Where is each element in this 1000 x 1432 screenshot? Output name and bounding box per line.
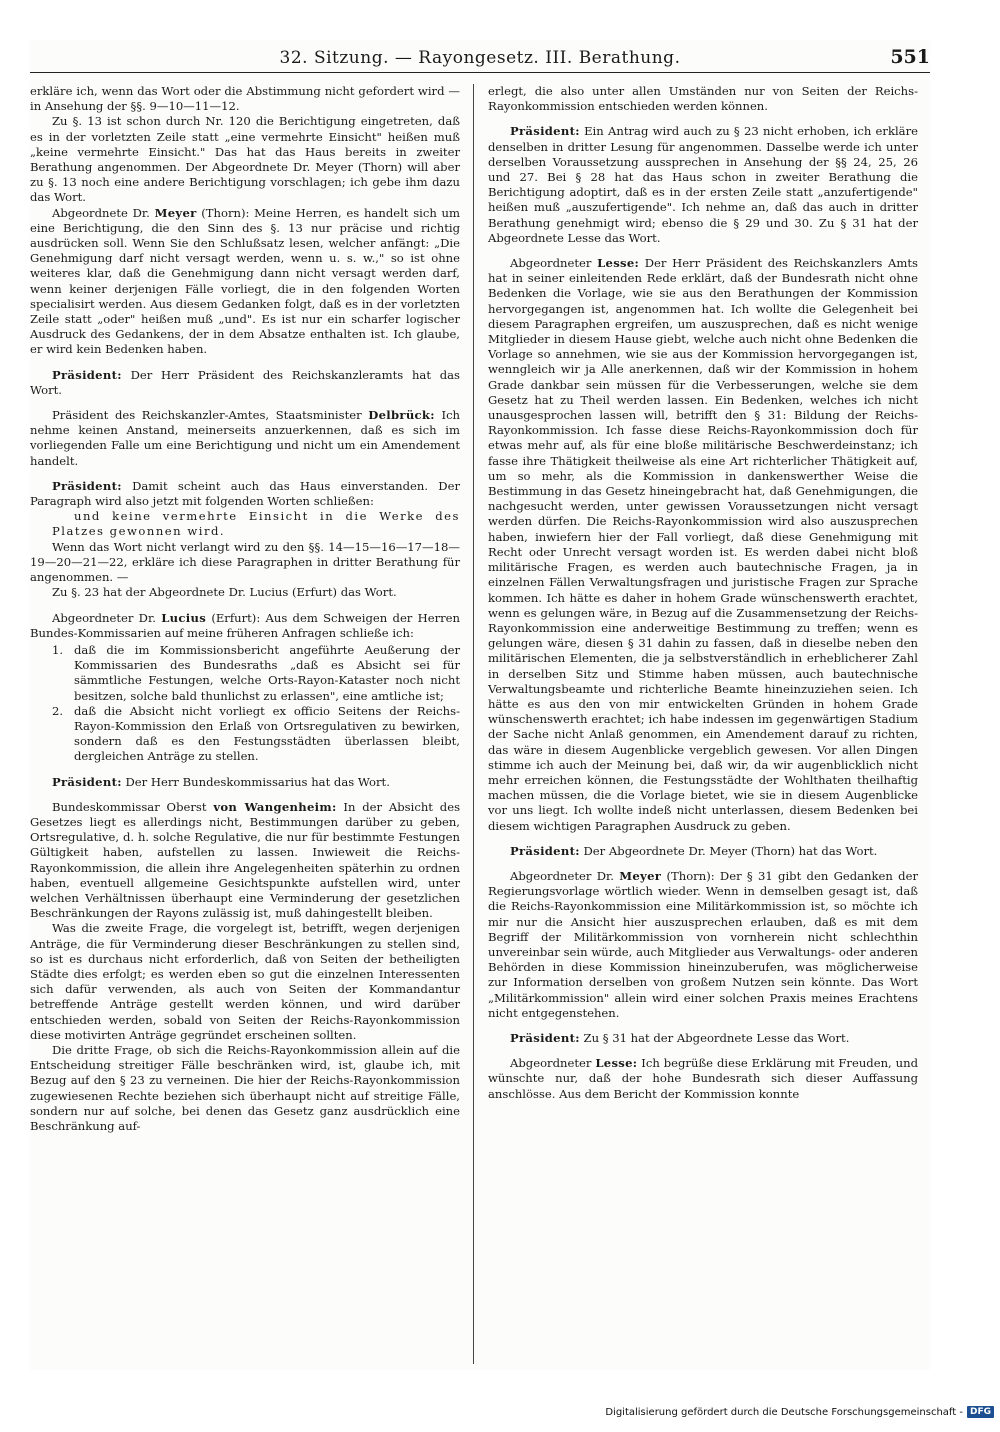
paragraph (488, 256, 918, 834)
speaker-name: Präsident: (510, 843, 580, 858)
paragraph (30, 368, 460, 398)
paragraph (30, 408, 460, 469)
speaker-name: Präsident: (510, 124, 580, 139)
speaker-name: Lesse: (595, 1056, 638, 1071)
paragraph: Die dritte Frage, ob sich die Reichs-Rayonkommission allein auf die Entscheidung streitiger Fälle beschränken wird, ist, glaube ich, mit Bezug auf den § 23 zu verneinen. Die hier der Reichs-Rayonkommission zugewiesenen Rechte beziehen sich überhaupt nicht auf streitige Fälle, sondern nur auf solche, bei denen das Gesetz ganz ausdrücklich eine Beschränkung auf- (30, 1042, 460, 1133)
paragraph: erkläre ich, wenn das Wort oder die Abstimmung nicht gefordert wird — in Ansehung der §§. 9—10—11—12. (30, 84, 460, 114)
speech-text: (Thorn): Meine Herren, es handelt sich um eine Berichtigung, die den Sinn des §. 13 nur präcise und richtig ausdrücken soll. Wenn Sie den Schlußsatz lesen, welcher anfängt: „Die Genehmigung darf nicht versagt werden, wenn u. s. w.," so ist ohne weiteres klar, daß die Genehmigung dann nicht versagt werden darf, wenn keiner derjenigen Fälle vorliegt, die in den folgenden Worten specialisirt werden. Aus diesem Gedanken folgt, daß es in der vorletzten Zeile statt „oder" heißen muß „und". Es ist nur ein scharfer logischer Ausdruck des Gedankens, der in dem Absatze enthalten ist. Ich glaube, er wird kein Bedenken haben. (30, 205, 461, 357)
speaker-prefix: Abgeordnete Dr. (52, 205, 150, 220)
right-column (488, 84, 918, 1102)
paragraph (488, 1031, 918, 1046)
paragraph (30, 611, 460, 641)
speech-text: Ich nehme keinen Anstand, meinerseits anzuerkennen, daß es sich im vorliegenden Falle um eine Berichtigung und nicht um ein Amendement handelt. (30, 408, 461, 468)
paragraph: Was die zweite Frage, die vorgelegt ist, betrifft, wegen derjenigen Anträge, die für Verminderung dieser Beschränkungen zu stellen sind, so ist es durchaus nicht erforderlich, daß von Seiten der betheiligten Städte dies erfolgt; es werden eben so gut die einzelnen Interessenten sich dafür verwenden, als auch von Seiten der Kommandantur betreffende Anträge gestellt werden können, und wird darüber entschieden werden, sobald von Seiten der Reichs-Rayonkommission diese motivirten Anträge gegründet erscheinen sollten. (30, 921, 460, 1042)
digitization-credit (605, 1406, 994, 1418)
paragraph: Zu §. 13 ist schon durch Nr. 120 die Berichtigung eingetreten, daß es in der vorletzten Zeile statt „eine vermehrte Einsicht" heißen muß „keine vermehrte Einsicht." Das hat das Haus bereits in zweiter Berathung angenommen. Der Abgeordnete Dr. Meyer (Thorn) will aber zu §. 13 noch eine andere Berichtigung vorschlagen; ich gebe ihm dazu das Wort. (30, 114, 460, 205)
speaker-name: Präsident: (510, 1030, 580, 1045)
speech-text: In der Absicht des Gesetzes liegt es allerdings nicht, Bestimmungen darüber zu geben, Ortsregulative, d. h. solche Regulative, die nur für bestimmte Festungen Gültigkeit haben, aufstellen zu lassen. Inwieweit die Reichs-Rayonkommission, die allein ihre Angelegenheiten späterhin zu ordnen haben, eventuell allgemeine Gesichtspunkte aufstellen wird, unter welchen Verhältnissen überhaupt eine Verminderung der gesetzlichen Beschränkungen der Rayons zulässig ist, muß dahingestellt bleiben. (30, 799, 461, 921)
speaker-prefix: Abgeordneter Dr. (52, 610, 156, 625)
speaker-prefix: Abgeordneter (510, 1056, 592, 1071)
speaker-name: Lesse: (597, 256, 640, 271)
list-number: 2. (52, 703, 64, 718)
paragraph (30, 775, 460, 790)
list-text: daß die im Kommissionsbericht angeführte Aeußerung der Kommissarien des Bundesraths „daß es Absicht sei für sämmtliche Festungen, welche Orts-Rayon-Kataster noch nicht besitzen, solche bald thunlichst zu erlassen", eine amtliche ist; (74, 642, 460, 703)
list-item (30, 704, 460, 765)
paragraph: erlegt, die also unter allen Umständen nur von Seiten der Reichs-Rayonkommission entschieden werden können. (488, 84, 918, 114)
paragraph (30, 479, 460, 509)
paragraph (488, 124, 918, 246)
speech-text: Der Herr Bundeskommissarius hat das Wort. (125, 774, 390, 789)
speaker-name: Lucius (161, 610, 207, 625)
speech-text: Der Herr Präsident des Reichskanzlers Amts hat in seiner einleitenden Rede erklärt, daß der Bundesrath nicht ohne Bedenken die Vorlage, wie sie aus den Berathungen der Kommission hervorgegangen ist, angenommen hat. Ich wollte die Gelegenheit bei diesem Paragraphen ergreifen, um auszusprechen, daß es nicht wenige Mitglieder in diesem Hause giebt, welche auch nicht ohne Bedenken die Vorlage so annehmen, wie sie aus der Kommission hervorgegangen ist, wenngleich wir ja Alle anerkennen, daß wir der Kommission in hohem Grade dankbar sein müssen für die Verbesserungen, welche sie dem Gesetz hat zu Theil werden lassen. Ein Bedenken, welches ich nicht unausgesprochen lassen will, betrifft den § 31: Bildung der Reichs-Rayonkommission. Ich fasse diese Reichs-Rayonkommission doch für etwas mehr auf, als für eine bloße militärische Beschwerdeinstanz; ich fasse ihre Thätigkeit theilweise als eine Art richterlicher Thätigkeit auf, um so mehr, als die Kommission in dankenswerther Weise die Bestimmung in das Gesetz hineingebracht hat, daß Genehmigungen, die nachgesucht werden, unter gewissen Voraussetzungen nicht versagt werden dürfen. Die Reichs-Rayonkommission wird also auszusprechen haben, inwiefern hier der Fall vorliegt, daß diese Genehmigung mit Recht oder Unrecht versagt worden ist. Es werden dabei nicht bloß militärische Fragen, es werden auch bautechnische Fragen, ja in einzelnen Fällen Verwaltungsfragen und juristische Fragen zur Sprache kommen. Ich hätte es daher in hohem Grade wünschenswerth erachtet, wenn es gelungen wäre, in Bezug auf die Zusammensetzung der Reichs-Rayonkommission eine anderweitige Bestimmung zu treffen; wenn es gelungen wäre, diesen § 31 dahin zu fassen, daß in dieselbe neben den militärischen Elementen, die ja selbstverständlich in erheblicherer Zahl in derselben Sitz und Stimme haben müssen, auch bautechnische Verwaltungsbeamte und richterliche Beamte hineinzuziehen seien. Ich hätte es aus den von mir entwickelten Gründen in hohem Grade wünschenswerth erachtet; ich habe indessen im gegenwärtigen Stadium der Sache nicht Anlaß genommen, ein Amendement darauf zu richten, das wäre in diesem Augenblicke vergeblich gewesen. Vor allen Dingen stimme ich auch der Meinung bei, daß wir, da wir augenblicklich nicht mehr erreichen können, die Festungsstädte der Wohlthaten theilhaftig machen müssen, die die Vorlage bietet, wie sie in diesem Augenblicke vor uns liegt. Ich wollte indeß nicht unterlassen, diesem Bedenken bei diesem wichtigen Paragraphen Ausdruck zu geben. (488, 256, 918, 833)
numbered-list (30, 643, 460, 765)
paragraph: Wenn das Wort nicht verlangt wird zu den §§. 14—15—16—17—18—19—20—21—22, erkläre ich diese Paragraphen in dritter Berathung für angenommen. — (30, 539, 460, 585)
speech-text: Ich begrüße diese Erklärung mit Freuden, und wünschte nur, daß der hohe Bundesrath sich dieser Auffassung anschlösse. Aus dem Bericht der Kommission konnte (488, 1056, 918, 1101)
speaker-name: Meyer (619, 868, 662, 883)
speech-text: Der Herr Präsident des Reichskanzleramts hat das Wort. (30, 367, 461, 397)
speech-text: Der Abgeordnete Dr. Meyer (Thorn) hat das Wort. (583, 843, 878, 858)
paragraph (30, 206, 460, 358)
dfg-logo-icon: DFG (967, 1406, 994, 1418)
list-number: 1. (52, 642, 64, 657)
left-column (30, 84, 460, 1134)
speech-text: (Erfurt): Aus dem Schweigen der Herren Bundes-Kommissarien auf meine früheren Anfragen schließe ich: (30, 610, 461, 640)
document-page (30, 40, 930, 1370)
speaker-name: Präsident: (52, 774, 122, 789)
paragraph: Zu §. 23 hat der Abgeordnete Dr. Lucius (Erfurt) das Wort. (52, 585, 397, 600)
speaker-prefix: Bundeskommissar Oberst (52, 799, 207, 814)
page-number: 551 (890, 46, 930, 68)
paragraph (30, 800, 460, 922)
speech-text: (Thorn): Der § 31 gibt den Gedanken der Regierungsvorlage wörtlich wieder. Wenn in demselben gesagt ist, daß die Reichs-Rayonkommission eine Militärkommission ist, so möchte ich mir nur die Ansicht hier auszusprechen erlauben, daß es mit dem Begriff der Militärkommission von vornherein nicht schlechthin unvereinbar sein würde, auch Mitglieder aus Verwaltungs- oder anderen Behörden in diese Kommission hineinzuberufen, was möglicherweise zur Information derselben von großem Nutzen sein könnte. Das Wort „Militärkommission" allein wird einer solchen Praxis meines Erachtens nicht entgegenstehen. (488, 868, 918, 1020)
running-title: 32. Sitzung. — Rayongesetz. III. Berathung. (279, 48, 681, 68)
speech-text: Damit scheint auch das Haus einverstanden. Der Paragraph wird also jetzt mit folgenden Worten schließen: (30, 478, 460, 509)
quoted-text: und keine vermehrte Einsicht in die Werke des Platzes gewonnen wird. (52, 509, 460, 539)
speaker-name: Meyer (154, 205, 197, 220)
speaker-name: Delbrück: (368, 408, 435, 423)
speech-text: Zu § 31 hat der Abgeordnete Lesse das Wort. (583, 1030, 850, 1045)
speaker-prefix: Abgeordneter (510, 256, 592, 271)
paragraph (488, 844, 918, 859)
speaker-prefix: Präsident des Reichskanzler-Amtes, Staatsminister (52, 408, 362, 423)
speaker-name: Präsident: (52, 478, 122, 493)
speech-text: Ein Antrag wird auch zu § 23 nicht erhoben, ich erkläre denselben in dritter Lesung für angenommen. Dasselbe werde ich unter derselben Voraussetzung aussprechen in Ansehung der §§ 24, 25, 26 und 27. Bei § 28 hat das Haus schon in zweiter Berathung die Berichtigung adoptirt, daß es in der ersten Zeile statt „anzufertigende" heißen muß „auszufertigende". Ich nehme an, daß das auch in dritter Berathung genehmigt wird; ebenso die § 29 und 30. Zu § 31 hat der Abgeordnete Lesse das Wort. (488, 124, 918, 245)
list-text: daß die Absicht nicht vorliegt ex officio Seitens der Reichs-Rayon-Kommission den Erlaß von Ortsregulativen zu bewirken, sondern daß es den Festungsstädten überlassen bleibt, dergleichen Anträge zu stellen. (74, 703, 460, 764)
speaker-name: von Wangenheim: (213, 799, 337, 814)
speaker-name: Präsident: (52, 367, 122, 382)
paragraph (488, 869, 918, 1021)
speaker-prefix: Abgeordneter Dr. (510, 868, 614, 883)
credit-text: Digitalisierung gefördert durch die Deutsche Forschungsgemeinschaft - (605, 1406, 963, 1418)
page-header (30, 40, 930, 84)
paragraph (488, 1056, 918, 1102)
column-divider (473, 84, 474, 1364)
header-rule (30, 72, 930, 73)
list-item (30, 643, 460, 704)
